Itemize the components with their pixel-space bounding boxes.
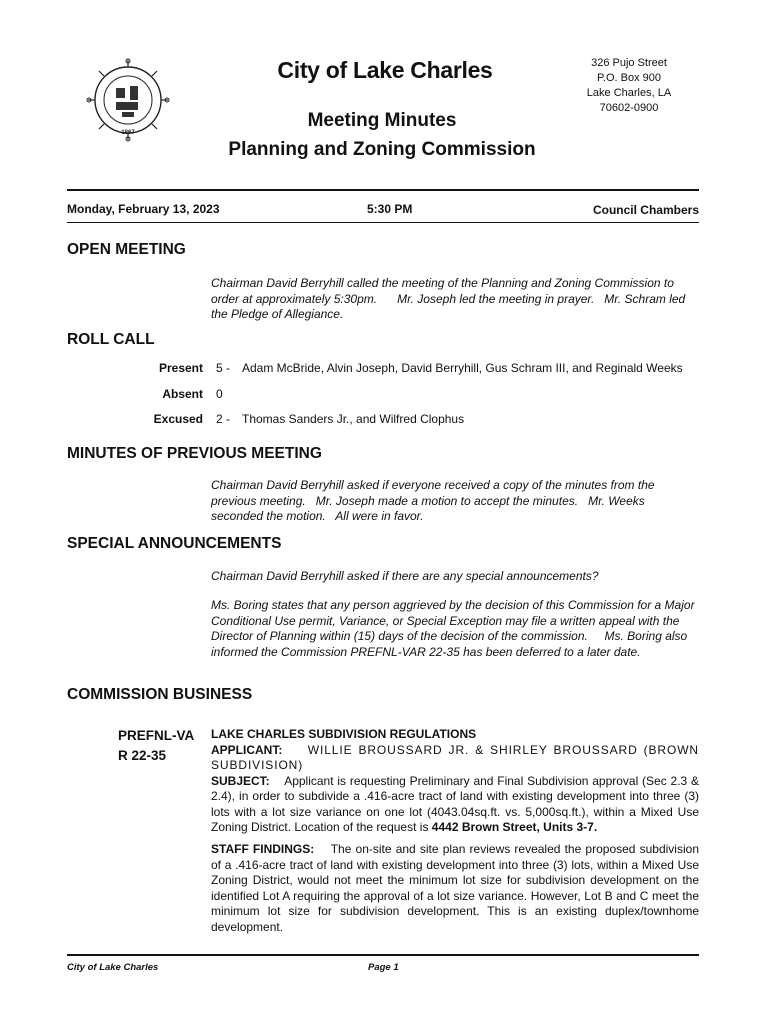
city-seal-logo: [86, 58, 170, 142]
footer-divider: [67, 954, 699, 956]
roll-call-present-count: 5 -: [216, 361, 231, 375]
text-line: order at approximately 5:30pm. Mr. Joseph led the meeting in prayer. Mr. Schram led: [211, 291, 686, 306]
page-title: City of Lake Charles: [277, 57, 493, 83]
subject-text: Applicant is requesting Preliminary and Final Subdivision approval (Sec 2.3 & 2.4), in order to subdivide a .416-acre tract of land with existing development into three (3) lots with a lot size variance on one lot (4043.04sq.ft. vs. 5,000sq.ft.), within a Mixed Use Zoning District. Location of the request is: [211, 773, 699, 834]
text-line: Ms. Boring states that any person aggrieved by the decision of this Commission for a Major: [211, 598, 695, 612]
special-text: [211, 598, 701, 660]
meeting-location: Council Chambers: [592, 203, 699, 217]
case-number-line: R 22-35: [118, 748, 167, 763]
header-divider-bottom: [67, 222, 699, 223]
subject-label: SUBJECT:: [211, 773, 270, 788]
roll-call-absent-label: Absent: [162, 387, 203, 401]
special-question: Chairman David Berryhill asked if there are any special announcements?: [211, 569, 599, 583]
applicant-text: WILLIE BROUSSARD JR. & SHIRLEY BROUSSARD (BROWN SUBDIVISION): [211, 742, 699, 772]
roll-call-absent-count: 0: [216, 387, 223, 401]
staff-findings-label: STAFF FINDINGS:: [211, 842, 315, 856]
roll-call-excused-label: Excused: [153, 412, 203, 426]
text-line: previous meeting. Mr. Joseph made a motion to accept the minutes. Mr. Weeks: [211, 493, 645, 508]
meeting-date: Monday, February 13, 2023: [67, 202, 220, 216]
meeting-time: 5:30 PM: [367, 202, 413, 216]
commission-name: Planning and Zoning Commission: [228, 139, 536, 160]
text-line: informed the Commission PREFNL-VAR 22-35 has been deferred to a later date.: [211, 644, 641, 659]
staff-findings-text: The on-site and site plan reviews revealed the proposed subdivision of a .416-acre tract of land with existing development into three (3) lots, within a Mixed Use Zoning District, would not meet the minimum lot size for subdivision development on the identified Lot A requiring the approval of a lot size variance. However, Lot B and C meet the minimum lot size for subdivision development. This is an existing duplex/townhome development.: [211, 842, 699, 934]
staff-findings: [211, 842, 699, 935]
city-address: [570, 56, 688, 116]
text-line: seconded the motion. All were in favor.: [211, 509, 424, 523]
text-line: Chairman David Berryhill asked if everyone received a copy of the minutes from the: [211, 478, 655, 492]
header-divider: [67, 189, 699, 191]
case-details: [211, 727, 699, 836]
case-number-line: PREFNL-VA: [118, 728, 195, 743]
open-meeting-text: [211, 276, 701, 323]
subject-row: [211, 774, 699, 836]
regulation-title: LAKE CHARLES SUBDIVISION REGULATIONS: [211, 727, 477, 741]
section-heading-minutes: MINUTES OF PREVIOUS MEETING: [67, 445, 322, 462]
section-heading-roll-call: ROLL CALL: [67, 331, 155, 348]
subject-location: 4442 Brown Street, Units 3-7.: [431, 820, 598, 834]
address-line: 70602-0900: [599, 102, 659, 114]
roll-call-present-names: Adam McBride, Alvin Joseph, David Berryhill, Gus Schram III, and Reginald Weeks: [242, 361, 683, 375]
section-heading-special: SPECIAL ANNOUNCEMENTS: [67, 535, 282, 552]
text-line: Chairman David Berryhill called the meeting of the Planning and Zoning Commission to: [211, 276, 674, 290]
address-line: Lake Charles, LA: [586, 87, 672, 99]
text-line: the Pledge of Allegiance.: [211, 307, 344, 321]
address-line: P.O. Box 900: [596, 72, 661, 84]
applicant-label: APPLICANT:: [211, 742, 283, 757]
text-line: Director of Planning within (15) days of the decision of the commission. Ms. Boring also: [211, 629, 688, 643]
footer-org: City of Lake Charles: [67, 962, 159, 973]
section-heading-business: COMMISSION BUSINESS: [67, 686, 253, 703]
text-line: Conditional Use permit, Variance, or Special Exception may file a written appeal with the: [211, 613, 680, 628]
applicant-row: [211, 743, 699, 774]
section-heading-open-meeting: OPEN MEETING: [67, 241, 186, 258]
roll-call-excused-names: Thomas Sanders Jr., and Wilfred Clophus: [242, 412, 465, 426]
case-number: [118, 726, 208, 766]
roll-call-excused-count: 2 -: [216, 412, 231, 426]
address-line: 326 Pujo Street: [591, 57, 667, 69]
document-title: Meeting Minutes: [307, 110, 457, 131]
minutes-text: [211, 478, 701, 525]
roll-call-present-label: Present: [158, 361, 203, 375]
footer-page-number: Page 1: [368, 962, 399, 973]
svg-text:1867: 1867: [121, 130, 135, 136]
